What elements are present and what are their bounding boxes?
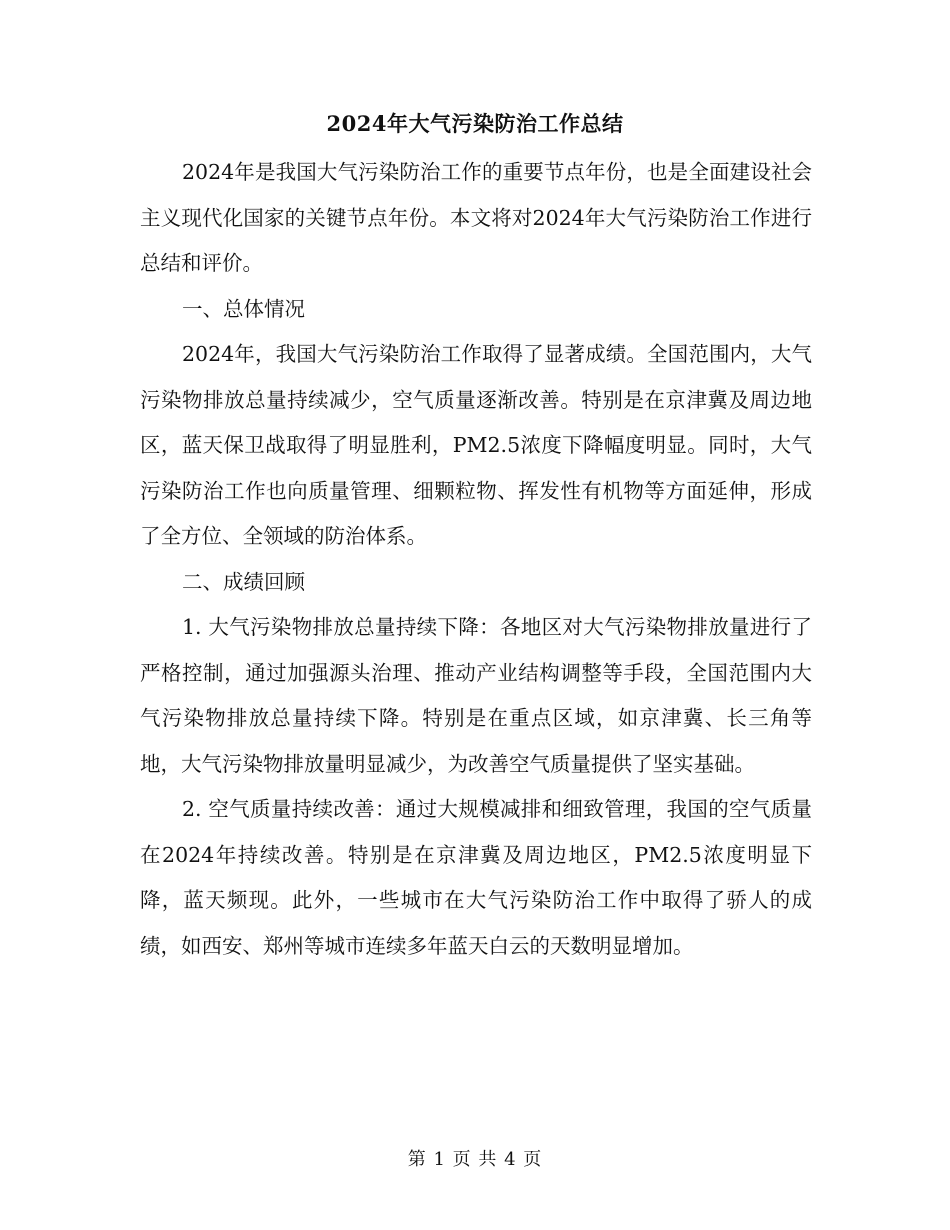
section-heading-overview: 一、总体情况	[182, 296, 305, 321]
overview-paragraph: 2024年，我国大气污染防治工作取得了显著成绩。全国范围内，大气污染物排放总量持续减少，空气质量逐渐改善。特别是在京津冀及周边地区，蓝天保卫战取得了明显胜利，PM2.5浓度下降幅度明显。同时，大气污染防治工作也向质量管理、细颗粒物、挥发性有机物等方面延伸，形成了全方位、全领域的防治体系。	[140, 342, 812, 548]
intro-paragraph: 2024年是我国大气污染防治工作的重要节点年份，也是全面建设社会主义现代化国家的关键节点年份。本文将对2024年大气污染防治工作进行总结和评价。	[140, 160, 812, 275]
achievement-item-1: 1. 大气污染物排放总量持续下降：各地区对大气污染物排放量进行了严格控制，通过加强源头治理、推动产业结构调整等手段，全国范围内大气污染物排放总量持续下降。特别是在重点区域，如京津冀、长三角等地，大气污染物排放量明显减少，为改善空气质量提供了坚实基础。	[140, 615, 812, 776]
page-number-label: 第 1 页 共 4 页	[407, 1149, 543, 1170]
achievement-item-2: 2. 空气质量持续改善：通过大规模减排和细致管理，我国的空气质量在2024年持续改善。特别是在京津冀及周边地区，PM2.5浓度明显下降，蓝天频现。此外，一些城市在大气污染防治工作中取得了骄人的成绩，如西安、郑州等城市连续多年蓝天白云的天数明显增加。	[140, 797, 812, 958]
document-title: 2024年大气污染防治工作总结	[326, 111, 624, 136]
document-body	[140, 150, 812, 969]
section-heading-achievements: 二、成绩回顾	[182, 569, 305, 594]
page-footer	[0, 1146, 950, 1174]
